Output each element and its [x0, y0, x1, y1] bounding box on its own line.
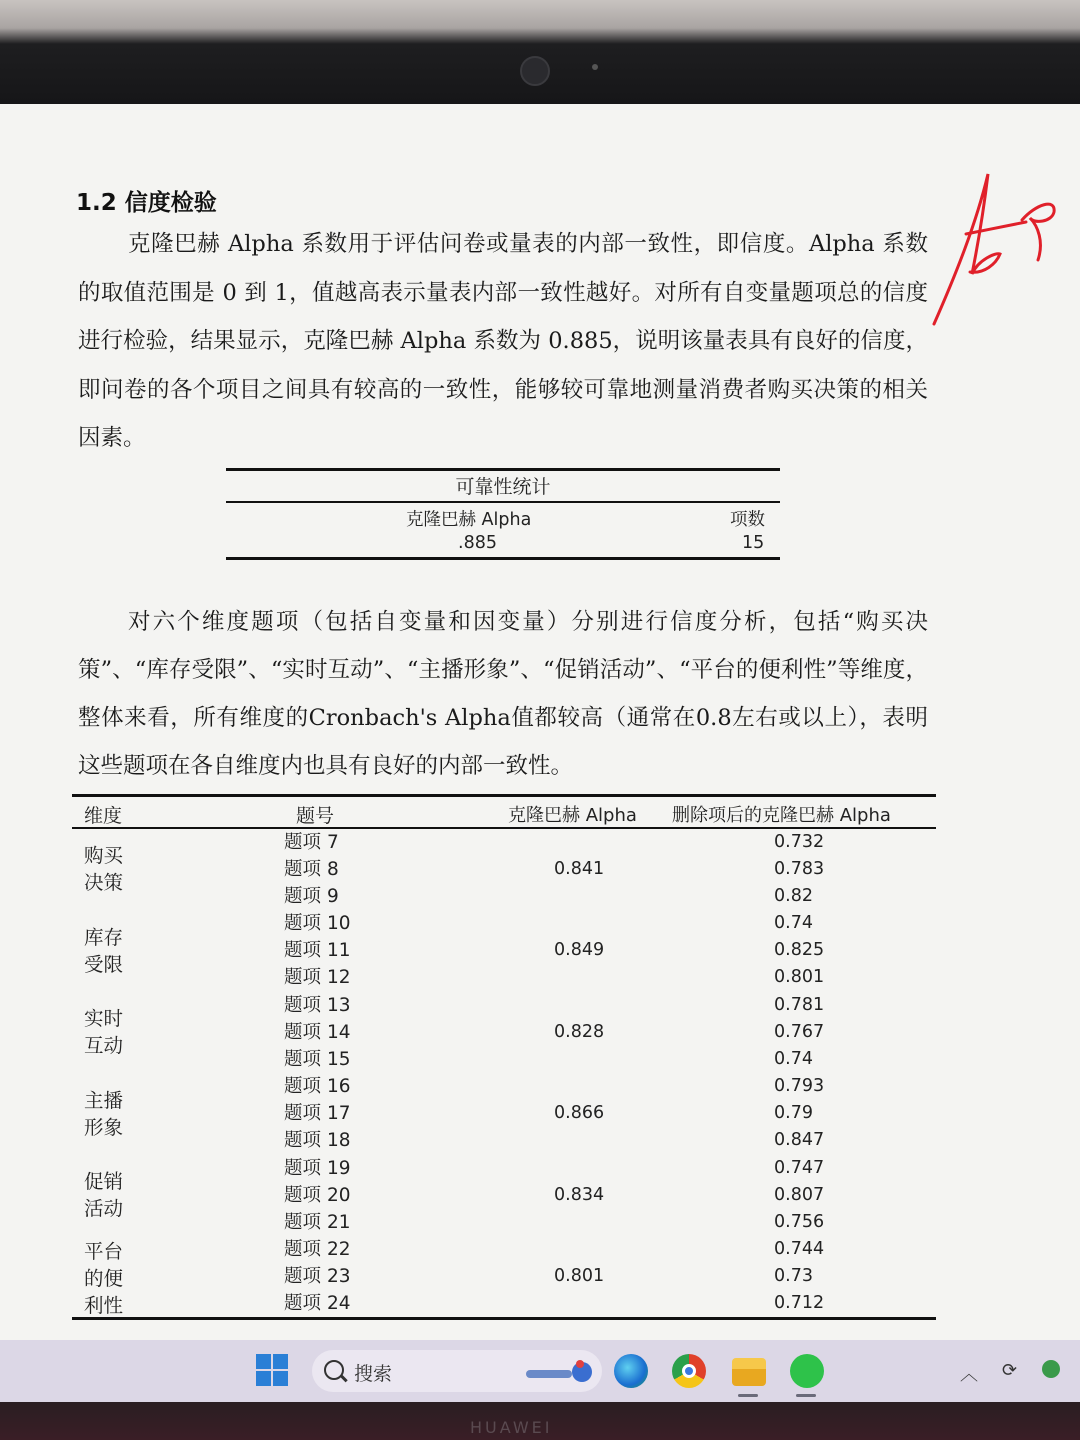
table-header-row	[226, 503, 780, 530]
dimension-alpha-value: 0.834	[554, 1184, 605, 1205]
item-prefix: 题项	[284, 940, 322, 961]
item-prefix: 题项	[284, 913, 322, 934]
alpha-if-deleted-value: 0.732	[774, 831, 825, 852]
alpha-if-deleted-value: 0.781	[774, 994, 825, 1015]
item-number	[284, 1209, 351, 1236]
item-number	[284, 1182, 351, 1209]
table-group	[72, 829, 936, 911]
refresh-icon[interactable]: ⟳	[1002, 1360, 1018, 1381]
paragraph-dimension-analysis: 对六个维度题项（包括自变量和因变量）分别进行信度分析，包括“购买决策”、“库存受限”、“实时互动”、“主播形象”、“促销活动”、“平台的便利性”等维度，整体来看，所有维度的Cronbach's Alpha值都较高（通常在0.8左右或以上），表明这些题项在各自维度内也具有良好的内部一致性。	[78, 609, 928, 779]
item-prefix: 题项	[284, 1103, 322, 1124]
item-id: 24	[327, 1293, 351, 1314]
alpha-if-deleted-value: 0.783	[774, 858, 825, 879]
item-number	[284, 910, 351, 937]
dimension-label	[84, 1005, 132, 1059]
item-number	[284, 883, 339, 910]
item-prefix: 题项	[284, 967, 322, 988]
dimension-label	[84, 1087, 132, 1141]
camera-indicator	[592, 64, 598, 70]
alpha-if-deleted-value: 0.79	[774, 1103, 813, 1123]
dimension-label-line: 实时	[84, 1007, 124, 1031]
dimension-label-line: 受限	[84, 952, 124, 976]
alpha-if-deleted-value: 0.73	[774, 1266, 813, 1286]
table-group	[72, 1155, 936, 1237]
item-id: 13	[327, 994, 351, 1016]
item-number	[284, 1100, 351, 1127]
alpha-value: .885	[458, 532, 497, 553]
dimension-label-line: 主播	[84, 1088, 124, 1112]
item-number	[284, 964, 351, 991]
table-group	[72, 992, 936, 1074]
table-group	[72, 910, 936, 992]
item-prefix: 题项	[284, 831, 322, 853]
item-prefix: 题项	[284, 1076, 322, 1097]
alpha-if-deleted-value: 0.767	[774, 1021, 825, 1042]
item-id: 12	[327, 967, 351, 988]
taskbar-search-box[interactable]	[312, 1350, 602, 1392]
items-count-header: 项数	[730, 509, 765, 530]
item-prefix: 题项	[284, 994, 322, 1016]
item-id: 8	[327, 858, 339, 880]
alpha-if-deleted-value: 0.801	[774, 967, 825, 987]
item-prefix: 题项	[284, 885, 322, 907]
item-number	[284, 1236, 351, 1263]
handwritten-grade-mark	[926, 164, 1066, 334]
dimension-label-line: 决策	[84, 871, 124, 895]
item-prefix: 题项	[284, 1157, 322, 1179]
item-number	[284, 1127, 351, 1154]
webcam-icon	[520, 56, 550, 86]
item-number	[284, 1046, 351, 1073]
item-id: 14	[327, 1021, 351, 1043]
dimension-alpha-value: 0.866	[554, 1103, 605, 1123]
dimension-alpha-value: 0.841	[554, 858, 605, 879]
document-page	[0, 104, 1080, 1340]
header-alpha: 克隆巴赫 Alpha	[508, 805, 637, 826]
item-number	[284, 1019, 351, 1046]
table-group	[72, 1073, 936, 1155]
item-id: 21	[327, 1211, 351, 1233]
dimension-alpha-value: 0.828	[554, 1021, 605, 1042]
alpha-if-deleted-value: 0.756	[774, 1211, 825, 1232]
dimension-label	[84, 924, 132, 978]
alpha-if-deleted-value: 0.74	[774, 913, 813, 933]
laptop-bezel-top	[0, 0, 1080, 104]
dimension-label-line: 形象	[84, 1115, 124, 1139]
item-number	[284, 992, 351, 1019]
dimension-label-line: 购买	[84, 844, 124, 868]
paragraph-reliability-intro: 克隆巴赫 Alpha 系数用于评估问卷或量表的内部一致性，即信度。Alpha 系数的取值范围是 0 到 1，值越高表示量表内部一致性越好。对所有自变量题项总的信度进行检验，结果显示，克隆巴赫 Alpha 系数为 0.885，说明该量表具有良好的信度，即问卷的各个项目之间具有较高的一致性，能够较可靠地测量消费者购买决策的相关因素。	[78, 231, 928, 451]
item-number	[284, 937, 351, 964]
item-number	[284, 1073, 351, 1100]
active-app-indicator	[738, 1394, 758, 1397]
header-dimension: 维度	[84, 805, 123, 827]
item-prefix: 题项	[284, 1021, 322, 1043]
item-prefix: 题项	[284, 1293, 322, 1314]
item-id: 19	[327, 1157, 351, 1179]
dimension-label-line: 平台	[84, 1240, 124, 1264]
item-number	[284, 1155, 351, 1182]
dimension-label-line: 的便	[84, 1267, 124, 1291]
dimension-label-line: 利性	[84, 1294, 124, 1318]
dimension-alpha-value: 0.849	[554, 940, 605, 960]
dimension-label	[84, 1168, 132, 1222]
item-prefix: 题项	[284, 1266, 322, 1287]
edge-icon[interactable]	[614, 1354, 648, 1388]
windows-taskbar	[0, 1340, 1080, 1402]
header-alpha-if-deleted: 删除项后的克隆巴赫 Alpha	[672, 805, 891, 826]
dimension-label-line: 活动	[84, 1197, 124, 1221]
alpha-if-deleted-value: 0.712	[774, 1293, 825, 1313]
table-value-row	[226, 530, 780, 557]
item-prefix: 题项	[284, 1211, 322, 1233]
item-id: 16	[327, 1076, 351, 1097]
dimension-label-line: 库存	[84, 925, 124, 949]
item-number	[284, 856, 339, 883]
item-id: 11	[327, 940, 351, 961]
item-id: 9	[327, 885, 339, 907]
chevron-up-icon[interactable]: ︿	[960, 1364, 978, 1385]
item-id: 17	[327, 1103, 351, 1124]
item-id: 23	[327, 1266, 351, 1287]
dimension-reliability-table	[72, 794, 936, 1320]
item-id: 10	[327, 913, 351, 934]
wechat-icon[interactable]	[790, 1354, 824, 1388]
reliability-statistics-table	[226, 468, 780, 560]
item-prefix: 题项	[284, 1239, 322, 1260]
screen	[0, 104, 1080, 1340]
items-count-value: 15	[742, 532, 765, 553]
item-id: 15	[327, 1048, 351, 1070]
table-header-row	[72, 797, 936, 827]
item-id: 7	[327, 831, 339, 853]
item-prefix: 题项	[284, 858, 322, 880]
alpha-if-deleted-value: 0.744	[774, 1239, 825, 1259]
alpha-if-deleted-value: 0.793	[774, 1076, 825, 1096]
item-prefix: 题项	[284, 1184, 322, 1206]
alpha-if-deleted-value: 0.74	[774, 1048, 813, 1069]
dimension-label	[84, 1238, 132, 1319]
item-prefix: 题项	[284, 1130, 322, 1151]
table-title: 可靠性统计	[455, 476, 551, 498]
alpha-if-deleted-value: 0.807	[774, 1184, 825, 1205]
table-body	[72, 829, 936, 1317]
file-explorer-icon[interactable]	[732, 1358, 766, 1386]
item-id: 22	[327, 1239, 351, 1260]
dimension-alpha-value: 0.801	[554, 1266, 605, 1286]
item-number	[284, 1263, 351, 1290]
item-id: 18	[327, 1130, 351, 1151]
header-item-number: 题号	[296, 805, 335, 827]
windows-start-icon[interactable]	[256, 1354, 288, 1386]
item-number	[284, 829, 339, 856]
device-brand: HUAWEI	[470, 1418, 553, 1437]
item-number	[284, 1290, 351, 1317]
alpha-header: 克隆巴赫 Alpha	[406, 509, 532, 530]
alpha-if-deleted-value: 0.847	[774, 1130, 825, 1150]
active-app-indicator	[796, 1394, 816, 1397]
search-icon	[324, 1360, 344, 1380]
chrome-icon[interactable]	[672, 1354, 706, 1388]
dimension-label-line: 促销	[84, 1170, 124, 1194]
item-id: 20	[327, 1184, 351, 1206]
section-heading: 1.2 信度检验	[76, 190, 217, 216]
laptop-bezel-bottom	[0, 1402, 1080, 1440]
item-prefix: 题项	[284, 1048, 322, 1070]
alpha-if-deleted-value: 0.82	[774, 885, 813, 906]
alpha-if-deleted-value: 0.747	[774, 1157, 825, 1178]
network-icon[interactable]	[1042, 1360, 1060, 1378]
alpha-if-deleted-value: 0.825	[774, 940, 825, 960]
dimension-label-line: 互动	[84, 1034, 124, 1058]
dimension-label	[84, 842, 132, 896]
table-group	[72, 1236, 936, 1318]
search-placeholder: 搜索	[354, 1363, 393, 1385]
search-highlight-art-icon	[522, 1358, 598, 1384]
